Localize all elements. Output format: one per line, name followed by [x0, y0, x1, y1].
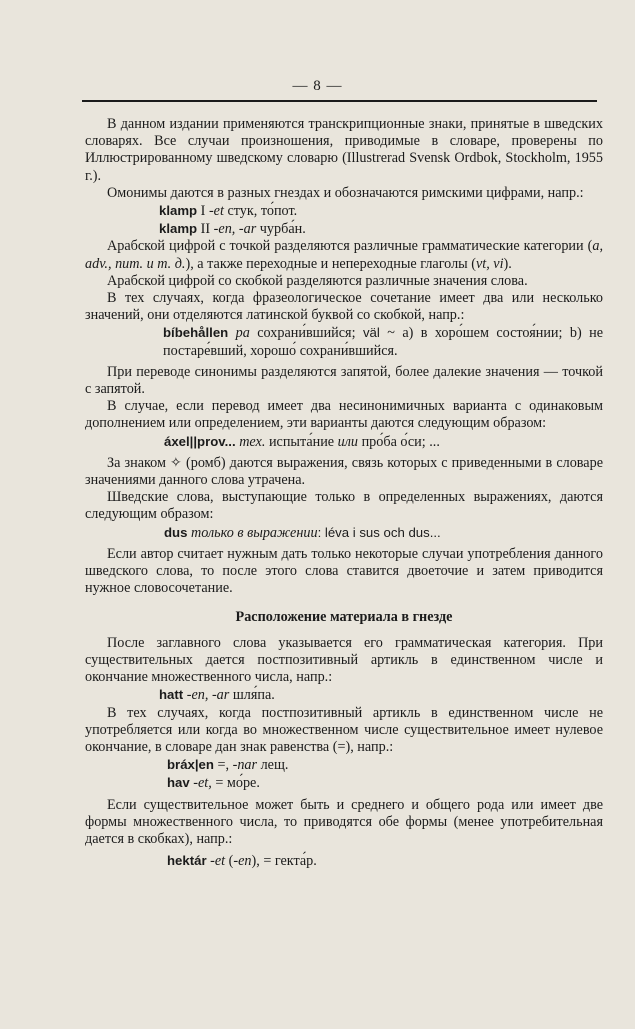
italic-run: a, adv., num. и т. д. [85, 238, 603, 272]
example-klamp-1 [85, 202, 603, 220]
paragraph-phraseology: В тех случаях, когда фразеологическое сочетание имеет два или несколько значений, они отделяются латинской буквой со скобкой, напр.: [85, 290, 603, 324]
grammar-note: тех. [239, 433, 266, 450]
paragraph-homonyms: Омонимы даются в разных гнездах и обозначаются римскими цифрами, напр.: [107, 184, 584, 201]
headword: bráx|en [167, 757, 214, 773]
translation: испыта́ние [265, 433, 338, 450]
example-braxen [85, 756, 603, 774]
grammar-note: pa [235, 325, 250, 342]
paragraph-expressions: Шведские слова, выступающие только в определенных выражениях, даются следующим образом: [85, 489, 603, 523]
grammar-note: -nar [232, 757, 258, 774]
translation: сохрани́вшийся; [249, 325, 363, 342]
headword: dus [164, 524, 188, 540]
headword: klamp [159, 221, 198, 237]
example-bibehallen [85, 324, 603, 359]
paragraph-colon: Если автор считает нужным дать только некоторые случаи употребления данного шведского слова, то после этого слова ставится двоеточие и затем приводится нужное словосочетание. [85, 545, 603, 597]
paragraph-headword-category: После заглавного слова указывается его грамматическая категория. При существительных дается постпозитивный артикль в единственном числе и окончание множественного числа, напр.: [85, 634, 603, 686]
grammar-note: -et [210, 853, 226, 870]
paragraph-synonyms: При переводе синонимы разделяются запятой, более далекие значения — точкой с запятой. [85, 363, 603, 398]
translation: ), = гекта́р. [251, 853, 317, 870]
translation: про́ба о́си; ... [358, 433, 440, 450]
homonym-number: II [197, 221, 214, 238]
headword: hav [167, 775, 190, 791]
grammar-note: -et, [193, 775, 212, 792]
paragraph-variants: В случае, если перевод имеет два несинонимичных варианта с одинаковым дополнением или определением, эти варианты даются следующим образом: [85, 398, 603, 432]
page-number: — 8 — [292, 78, 343, 94]
text-run: Арабской цифрой с точкой разделяются различные грамматические категории ( [107, 238, 593, 255]
grammar-note: только в выражении [191, 524, 318, 541]
swedish-phrase: : léva i sus och dus... [317, 524, 441, 540]
paragraph-arabic-dot [85, 238, 603, 272]
translation: лещ. [257, 757, 289, 774]
headword: hatt [159, 687, 184, 703]
grammar-note: -en, -ar [186, 687, 230, 704]
section-heading: Расположение материала в гнезде [235, 609, 453, 626]
paragraph-arabic-bracket: Арабской цифрой со скобкой разделяются различные значения слова. [107, 272, 528, 289]
grammar-note: -en, -ar [213, 221, 257, 238]
grammar-note: -et [208, 203, 224, 220]
translation: = мо́ре. [211, 775, 260, 792]
headword: klamp [159, 203, 198, 219]
paragraph-equals-sign: В тех случаях, когда постпозитивный артикль в единственном числе не употребляется или когда во множественном числе существительное имеет нулевое окончание, в словаре дан знак равенства (=), напр.: [85, 704, 603, 755]
headword: hektár [167, 853, 207, 869]
headword: bíbehållen [163, 325, 229, 341]
italic-run: vt, vi [475, 255, 504, 272]
example-dus [85, 524, 603, 542]
paragraph-gender: Если существительное может быть и среднего и общего рода или имеет две формы множественного числа, то приводятся обе формы (менее употребительная дается в скобках), напр.: [85, 796, 603, 847]
example-hav [85, 774, 603, 792]
paragraph-transcription: В данном издании применяются транскрипционные знаки, принятые в шведских словарях. Все случаи произношения, приводимые в словаре, проверены по Иллюстрированному шведскому словарю (Illustrerad Svensk Ordbok, Stockholm, 1955 г.). [85, 116, 603, 184]
translation: стук, то́пот. [223, 203, 298, 220]
example-axelprov [85, 433, 603, 451]
swedish-word: väl [362, 325, 380, 341]
page-body [85, 116, 603, 870]
homonym-number: I [197, 203, 209, 220]
translation: чурба́н. [256, 221, 306, 238]
example-hektar [85, 852, 603, 870]
translation: шля́па. [229, 687, 275, 704]
example-hatt [85, 686, 603, 704]
headword: áxel||prov... [164, 433, 236, 449]
grammar-note: -en [233, 853, 252, 870]
translation: ~ a) в хоро́шем состоя́нии; b) не постаре́вший, хорошо́ сохрани́вшийся. [163, 325, 604, 359]
example-klamp-2 [85, 220, 603, 238]
text-run: ), а также переходные и непереходные глаголы ( [185, 255, 476, 272]
paragraph-rhomb: За знаком ✧ (ромб) даются выражения, связь которых с приведенными в словаре значениями данного слова утрачена. [85, 454, 603, 489]
paren: ( [225, 853, 234, 870]
text-run: ). [503, 255, 512, 272]
equals-sign: =, [213, 757, 233, 774]
header-rule [82, 100, 597, 102]
conjunction: или [337, 433, 359, 450]
